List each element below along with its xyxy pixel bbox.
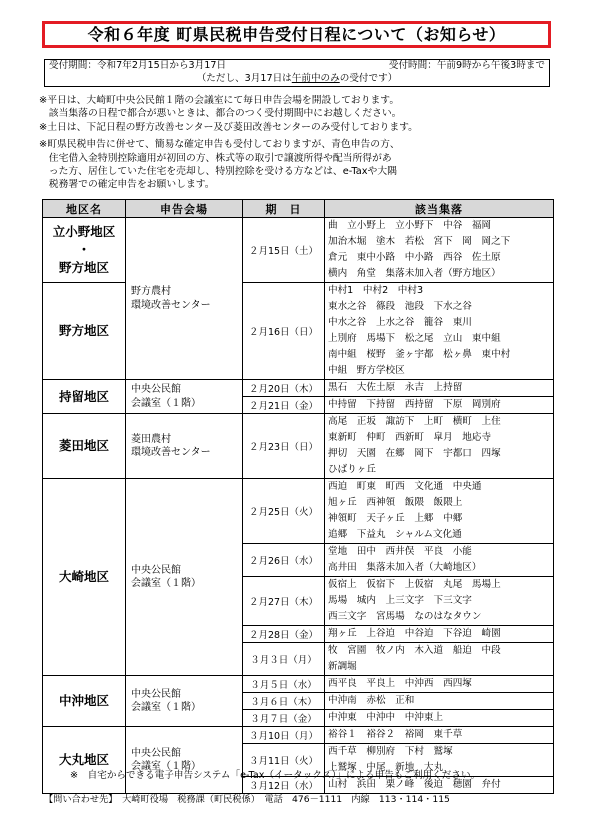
village-line: 中村1 中村2 中村3 (328, 285, 424, 296)
village-cell (325, 380, 554, 397)
reception-period-box (44, 59, 550, 87)
village-line: 曲 立小野上 立小野下 中谷 福岡 (328, 220, 492, 231)
village-cell (325, 626, 554, 643)
village-line: 高尾 正坂 諏訪下 上町 横町 上住 (328, 416, 501, 427)
village-line: 倉元 東中小路 中小路 西谷 佐土原 (328, 252, 501, 263)
table-row (43, 479, 554, 544)
village-line: 西千草 柳別府 下村 鷲塚 (328, 746, 453, 757)
village-line: 西三文字 宮馬場 なのはなタウン (328, 611, 482, 622)
date-cell: ３月11日（火） (243, 744, 325, 777)
village-cell (325, 218, 554, 283)
date-cell: ３月12日（水） (243, 777, 325, 794)
area-cell: 大丸地区 (43, 727, 126, 794)
area-cell: 持留地区 (43, 380, 126, 414)
village-cell (325, 577, 554, 626)
date-cell: ２月28日（金） (243, 626, 325, 643)
village-cell (325, 397, 554, 414)
reception-note-post: の受付です） (339, 72, 398, 84)
header-villages: 該当集落 (325, 200, 554, 218)
village-line: 仮宿上 仮宿下 上仮宿 丸尾 馬場上 (328, 579, 501, 590)
village-line: 高井田 集落未加入者（大崎地区） (328, 562, 482, 573)
date-cell: ２月26日（水） (243, 544, 325, 577)
table-row (43, 414, 554, 479)
reception-note-underlined: 午前中のみ (291, 72, 340, 84)
schedule-table (42, 199, 554, 794)
area-cell: 野方地区 (43, 283, 126, 380)
village-line: 裕谷１ 裕谷２ 裕岡 東千草 (328, 729, 463, 740)
reception-hours: 受付時間：午前9時から午後3時まで (388, 60, 545, 71)
header-date: 期 日 (243, 200, 325, 218)
header-venue: 申告会場 (126, 200, 243, 218)
village-cell (325, 710, 554, 727)
table-row (43, 727, 554, 744)
village-line: 牧 宮園 牧ノ内 木入道 船迫 中段 (328, 645, 501, 656)
contact-info: 【問い合わせ先】 大崎町役場 税務課（町民税係） 電話 476－1111 内線 113・114・115 (44, 794, 450, 805)
village-line: 中水之谷 上水之谷 籠谷 東川 (328, 317, 472, 328)
table-row (43, 676, 554, 693)
note-line: ※町県民税申告に併せて、簡易な確定申告も受付しておりますが、青色申告の方、 (39, 139, 400, 151)
venue-cell: 菱田農村 環境改善センター (126, 414, 243, 479)
village-line: 神領町 天子ヶ丘 上郷 中郷 (328, 513, 463, 524)
area-cell: 立小野地区 ・ 野方地区 (43, 218, 126, 283)
village-line: 東新町 仲町 西新町 皐月 地応寺 (328, 432, 492, 443)
note-line: った方、居住していた住宅を売却し、特別控除を受ける方などは、e-Taxや大隅 (39, 166, 397, 178)
village-line: 山村 浜田 栗ノ峰 後迫 穂園 弁付 (328, 779, 501, 790)
date-cell: ２月16日（日） (243, 283, 325, 380)
village-line: ひばりヶ丘 (328, 464, 376, 475)
village-cell (325, 643, 554, 676)
village-line: 加治木堀 塗木 若松 宮下 岡 岡之下 (328, 236, 511, 247)
venue-cell: 野方農村 環境改善センター (126, 218, 243, 380)
village-line: 中沖東 中沖中 中沖東上 (328, 712, 444, 723)
reception-dates: 受付期間：令和7年2月15日から3月17日 (49, 60, 227, 71)
village-line: 追郷 下益丸 シャルム文化通 (328, 529, 462, 540)
notice-notes (39, 94, 559, 192)
table-row (43, 380, 554, 397)
venue-cell: 中央公民館 会議室（１階） (126, 479, 243, 676)
note-line: 税務署での確定申告をお願いします。 (39, 179, 215, 191)
village-line: 堂地 田中 西井俣 平良 小能 (328, 546, 472, 557)
note-line: 該当集落の日程で都合が悪いときは、都合のつく受付期間中にお越しください。 (39, 108, 402, 120)
note-line: ※土日は、下記日程の野方改善センター及び菱田改善センターのみ受付しております。 (39, 121, 418, 133)
area-cell: 菱田地区 (43, 414, 126, 479)
village-line: 中持留 下持留 西持留 下原 岡別府 (328, 399, 501, 410)
venue-cell: 中央公民館 会議室（１階） (126, 676, 243, 727)
date-cell: ２月20日（木） (243, 380, 325, 397)
village-cell (325, 693, 554, 710)
village-line: 押切 天園 在郷 岡下 宇都口 四塚 (328, 448, 501, 459)
venue-cell: 中央公民館 会議室（１階） (126, 727, 243, 794)
village-cell (325, 479, 554, 544)
village-line: 翔ヶ丘 上谷迫 中谷迫 下谷迫 崎園 (328, 628, 501, 639)
village-line: 中沖南 赤松 正和 (328, 695, 415, 706)
village-line: 西平良 平良上 中沖西 西四塚 (328, 678, 472, 689)
reception-note (49, 73, 545, 86)
date-cell: ３月６日（木） (243, 693, 325, 710)
etax-note: ※ 自宅からできる電子申告システム「e-Tax（イータックス）」による申告もご利用ください。 (70, 770, 481, 781)
village-line: 上別府 馬場下 松之尾 立山 東中組 (328, 333, 501, 344)
village-line: 新調堀 (328, 661, 357, 672)
note-line: 住宅借入金特別控除適用が初回の方、株式等の取引で譲渡所得や配当所得があ (39, 152, 392, 164)
table-row (43, 283, 554, 380)
village-cell (325, 414, 554, 479)
date-cell: ２月21日（金） (243, 397, 325, 414)
village-line: 中組 野方学校区 (328, 365, 405, 376)
reception-note-pre: （ただし、3月17日は (196, 72, 292, 84)
page-title: 令和６年度 町県民税申告受付日程について（お知らせ） (42, 21, 551, 48)
header-area: 地区名 (43, 200, 126, 218)
date-cell: ３月５日（水） (243, 676, 325, 693)
date-cell: ３月７日（金） (243, 710, 325, 727)
village-cell (325, 544, 554, 577)
date-cell: ３月３日（月） (243, 643, 325, 676)
table-header-row (43, 200, 554, 218)
village-line: 南中組 桜野 釜ヶ宇都 松ヶ鼻 東中村 (328, 349, 511, 360)
village-line: 横内 角堂 集落未加入者（野方地区） (328, 268, 501, 279)
village-line: 上鷲塚 中尾 新地 大丸 (328, 762, 444, 773)
table-row (43, 218, 554, 283)
village-line: 旭ヶ丘 西神領 飯隈 飯隈上 (328, 497, 463, 508)
village-cell (325, 676, 554, 693)
date-cell: ２月27日（木） (243, 577, 325, 626)
village-cell (325, 283, 554, 380)
date-cell: ２月25日（火） (243, 479, 325, 544)
date-cell: ２月23日（日） (243, 414, 325, 479)
village-line: 東水之谷 篠段 池段 下水之谷 (328, 301, 472, 312)
area-cell: 大崎地区 (43, 479, 126, 676)
village-line: 黒石 大佐土原 永吉 上持留 (328, 382, 463, 393)
village-cell (325, 727, 554, 744)
area-cell: 中沖地区 (43, 676, 126, 727)
date-cell: ３月10日（月） (243, 727, 325, 744)
village-line: 馬場 城内 上三文字 下三文字 (328, 595, 472, 606)
date-cell: ２月15日（土） (243, 218, 325, 283)
village-line: 西迫 町東 町西 文化通 中央通 (328, 481, 482, 492)
venue-cell: 中央公民館 会議室（１階） (126, 380, 243, 414)
note-line: ※平日は、大崎町中央公民館１階の会議室にて毎日申告会場を開設しております。 (39, 95, 400, 106)
